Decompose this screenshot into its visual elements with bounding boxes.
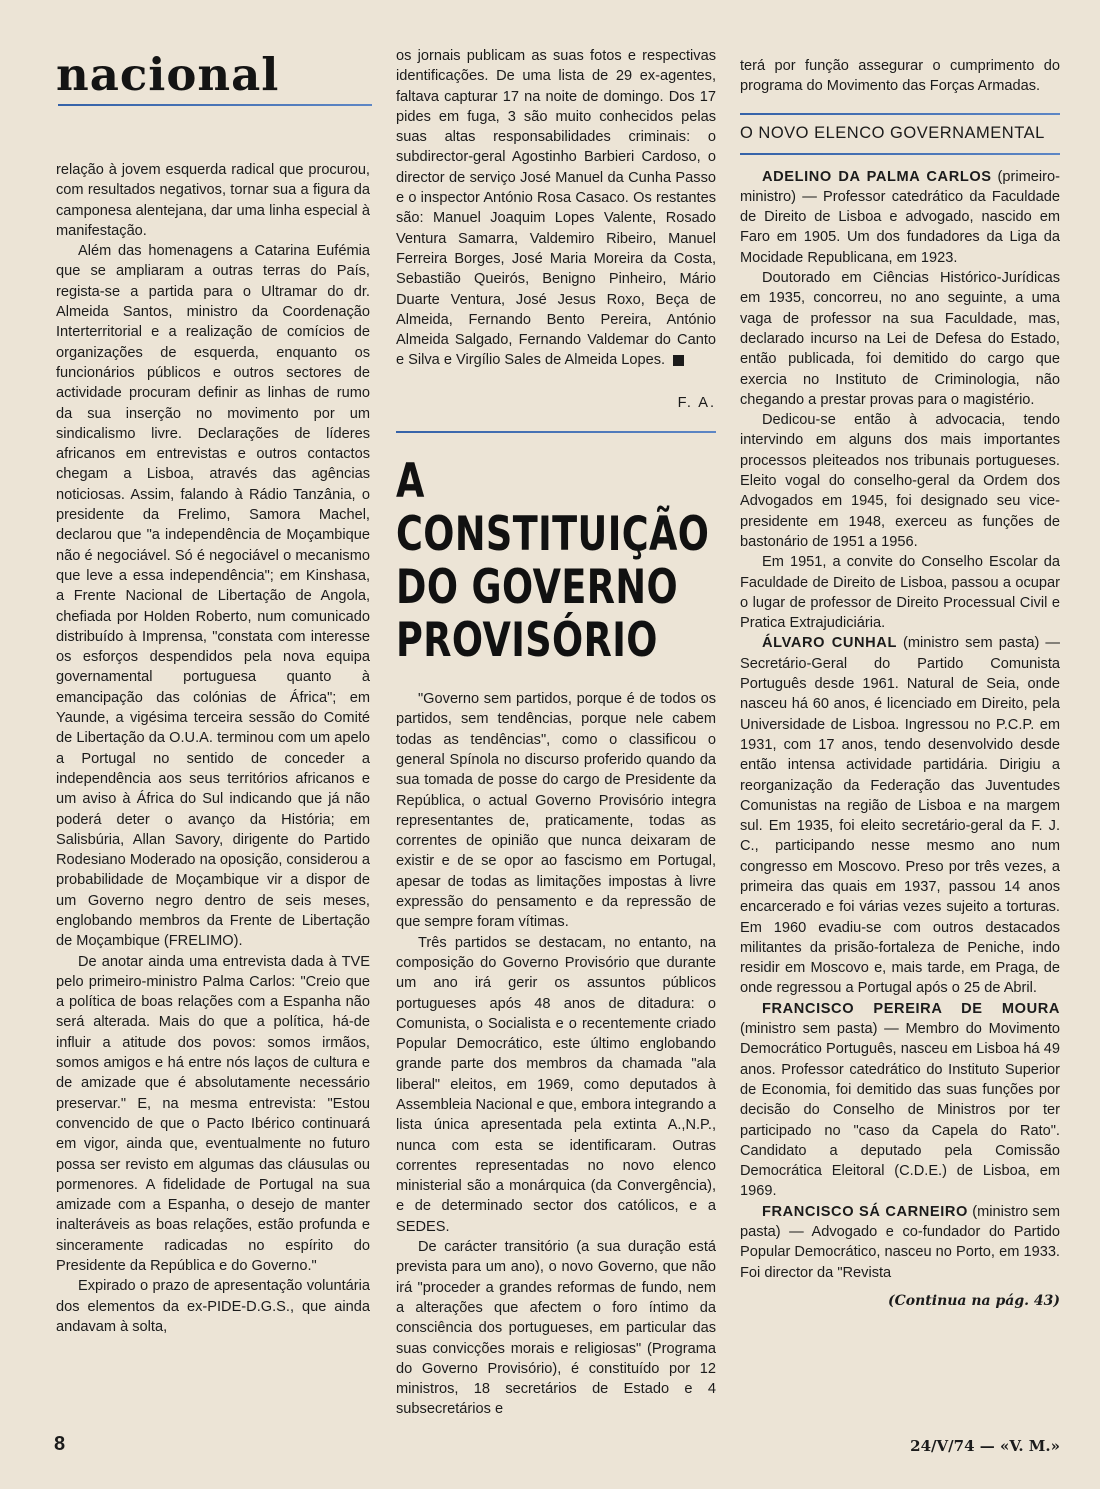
col1-paragraph: De anotar ainda uma entrevista dada à TVE pelo primeiro-ministro Palma Carlos: "Creio que a política de boas relações com a Espanha não será alterada. Mais do que a política, há-de influir a atitude dos povos: somos irmãos, somos amigos e há entre nós laços de cultura e de amizade que é absolutamente necessário preservar." E, na mesma entrevista: "Estou convencido de que o Pacto Ibérico continuará em vigor, ainda que, eventualmente no futuro possa ser revisto em algumas das cláusulas ou pormenores. A fidelidade de Portugal na sua amizade com a Espanha, o desejo de manter inalteráveis as boas relações, estão profunda e sinceramente radicadas no espírito do Presidente da República e do Governo." — [56, 953, 370, 1275]
bio-paragraph: Doutorado em Ciências Histórico-Jurídicas em 1935, concorreu, no ano seguinte, a uma vaga de professor na sua Faculdade, mas, declarado incurso na Lei de Defesa do Estado, então publicada, foi demitido do cargo que exercia no Instituto de Criminologia, não chegando a prestar provas para o magistério. — [740, 270, 1060, 408]
bio-paragraph: Dedicou-se então à advocacia, tendo intervindo em alguns dos mais importantes processos pleiteados nos tribunais portugueses. Eleito vogal do conselho-geral da Ordem dos Advogados em 1945, foi designado seu vice-presidente em 1948, exerceu as funções de bastonário de 1951 a 1956. — [740, 412, 1060, 550]
column-1 — [56, 160, 370, 1337]
bio-paragraph — [740, 167, 1060, 268]
column-3 — [740, 56, 1060, 1311]
page-number: 8 — [54, 1433, 66, 1455]
section-rule — [58, 104, 372, 106]
minister-name: ÁLVARO CUNHAL — [762, 635, 897, 652]
continued-note: (Continua na pág. 43) — [888, 1292, 1060, 1309]
subhead-rule-bottom — [740, 153, 1060, 155]
author-signature: F. A. — [677, 394, 716, 411]
article-paragraph: Três partidos se destacam, no entanto, na composição do Governo Provisório que durante um ano irá gerir os assuntos públicos portugueses após 48 anos de ditadura: o Comunista, o Socialista e o recentemente criado Popular Democrático, este último englobando grande parte dos membros da chamada "ala liberal" eleitos, em 1969, como deputados à Assembleia Nacional e que, embora integrando a lista única apresentada pela extinta A.,N.P., nunca com esta se identificaram. Outras correntes representadas no novo elenco ministerial são a monárquica (da Convergência), e de determinado sector dos católicos, e a SEDES. — [396, 934, 716, 1235]
bio-text: (ministro sem pasta) — Advogado e co-fundador do Partido Popular Democrático, nasceu no Porto, em 1933. Foi director da "Revista — [740, 1203, 1060, 1281]
bio-paragraph — [740, 999, 1060, 1202]
col2-continuation-text: os jornais publicam as suas fotos e respectivas identificações. De uma lista de 29 ex-agentes, faltava capturar 17 na noite de domingo. Dos 17 pides em fuga, 3 são muito conhecidos pelas suas altas responsabilidades criminais: o subdirector-geral Agostinho Barbieri Cardoso, o director de serviço José Manuel da Cunha Passo e o inspector António Rosa Casaco. Os restantes são: Manuel Joaquim Lopes Valente, Rosado Ventura Samarra, Valdemiro Ribeiro, Manuel Ferreira Borges, José Maria Moreira da Costa, Sebastião Queirós, Benigno Pinheiro, Mário Duarte Ventura, José Jesus Roxo, Beça de Almeida, Fernando Bento Pereira, António Almeida Salgado, Fernando Valdemar do Canto e Silva e Virgílio Sales de Almeida Lopes. — [396, 48, 716, 369]
end-mark-icon — [673, 355, 684, 366]
col1-paragraph: relação à jovem esquerda radical que procurou, com resultados negativos, tornar sua a figura da camponesa alentejana, dar uma linha especial à manifestação. — [56, 162, 370, 239]
minister-name: ADELINO DA PALMA CARLOS — [762, 168, 992, 185]
col3-continuation: terá por função assegurar o cumprimento do programa do Movimento das Forças Armadas. — [740, 58, 1060, 95]
article-paragraph: "Governo sem partidos, porque é de todos os partidos, sem tendências, porque nele cabem todas as tendências", como o classificou o general Spínola no discurso proferido quando da sua tomada de posse do cargo de Presidente da República, o actual Governo Provisório integra representantes de, praticamente, todas as correntes de opinião que nunca deixaram de existir e de se opor ao fascismo em Portugal, apesar de todas as limitações impostas à livre expressão do pensamento e da repressão de que sempre foram vítimas. — [396, 691, 716, 931]
bio-paragraph: Em 1951, a convite do Conselho Escolar da Faculdade de Direito de Lisboa, passou a ocupar o lugar de professor de Direito Processual Civil e Pratica Extrajudiciária. — [740, 554, 1060, 632]
bio-text: (primeiro-ministro) — Professor catedrático da Faculdade de Direito de Lisboa e advogado, nascido em Faro em 1905. Um dos fundadores da Liga da Mocidade Republicana, em 1923. — [740, 168, 1060, 266]
footer-date: 24/V/74 — «V. M.» — [910, 1437, 1060, 1455]
section-title: nacional — [56, 48, 280, 101]
section-subhead: O NOVO ELENCO GOVERNAMENTAL — [740, 123, 1045, 142]
bio-text: (ministro sem pasta) — Secretário-Geral do Partido Comunista Português desde 1961. Natural de Seia, onde nasceu há 60 anos, é licenciado em Direito, pela Universidade de Lisboa. Ingressou no P.C.P. em 1931, com 17 anos, tendo desenvolvido desde então intensa actividade partidária. Dirigiu a reorganização da Federação das Juventudes Comunistas na região de Lisboa e na margem sul. Em 1935, foi eleito secretário-geral da F. J. C., participando nesse mesmo ano num congresso em Moscovo. Preso por três vezes, a primeira das quais em 1937, passou 14 anos encarcerado e foi várias vezes sujeito a torturas. Em 1960 evadiu-se com outros destacados militantes da prisão-fortaleza de Peniche, indo residir em Moscovo e, mais tarde, em Praga, de onde regressou a Portugal após o 25 de Abril. — [740, 635, 1060, 997]
bio-paragraph — [740, 1202, 1060, 1283]
subhead-rule-top — [740, 113, 1060, 115]
article-headline: A CONSTITUIÇÃO DO GOVERNO PROVISÓRIO — [396, 454, 710, 669]
article-rule — [396, 431, 716, 433]
article-paragraph: De carácter transitório (a sua duração está prevista para um ano), o novo Governo, que não irá "proceder a grandes reformas de fundo, nem a alterações que afectem o foro íntimo da consciência dos portugueses, em particular das suas convicções morais e religiosas" (Programa do Governo Provisório), é constituído por 12 ministros, 18 secretários de Estado e 4 subsecretários e — [396, 1239, 716, 1418]
col1-paragraph: Além das homenagens a Catarina Eufémia que se ampliaram a outras terras do País, regista-se a partida para o Ultramar do dr. Almeida Santos, ministro da Coordenação Interterritorial e a realização de comícios de organizações de esquerda, enquanto os funcionários públicos e outros sectores de actividade procuram definir as linhas de rumo da sua inserção no movimento por um sindicalismo livre. Declarações de líderes africanos em entrevistas e outros contactos chegam a Lisboa, através das agências noticiosas. Assim, falando à Rádio Tanzânia, o presidente da Frelimo, Samora Machel, declarou que "a independência de Moçambique não é negociável. Só é negociável o mecanismo que leve a essa independência"; em Kinshasa, a Frente Nacional de Libertação de Angola, chefiada por Holden Roberto, num comunicado distribuído à Imprensa, "constata com interesse os esforços despendidos pela nova equipa governamental portuguesa quanto à emancipação das colónias de África"; em Yaunde, a vigésima terceira sessão do Comité de Libertação da O.U.A. terminou com um apelo a Portugal no sentido de conceder a independência aos seus territórios africanos e um aviso à África do Sul indicando que já não poderá deter o avanço da História; em Salisbúria, Allan Savory, dirigente do Partido Rodesiano Moderado na oposição, considerou a probabilidade de Moçambique vir a dispor de um Governo negro dentro de seis meses, englobando membros da Frente de Libertação de Moçambique (FRELIMO). — [56, 243, 370, 950]
col2-continuation — [396, 46, 716, 371]
bio-paragraph — [740, 633, 1060, 998]
col1-paragraph: Expirado o prazo de apresentação voluntária dos elementos da ex-PIDE-D.G.S., que ainda andavam à solta, — [56, 1278, 370, 1335]
column-2 — [396, 46, 716, 1420]
bio-text: (ministro sem pasta) — Membro do Movimento Democrático Português, nasceu em Lisboa há 49 anos. Professor catedrático do Instituto Superior de Economia, foi demitido das suas funções por decisão do Conselho de Ministros por ter participado no "caso da Capela do Rato". Candidato a deputado pela Comissão Democrática Eleitoral (C.D.E.) de Lisboa, em 1969. — [740, 1021, 1060, 1200]
minister-name: FRANCISCO SÁ CARNEIRO — [762, 1203, 968, 1220]
minister-name: FRANCISCO PEREIRA DE MOURA — [762, 1000, 1060, 1017]
